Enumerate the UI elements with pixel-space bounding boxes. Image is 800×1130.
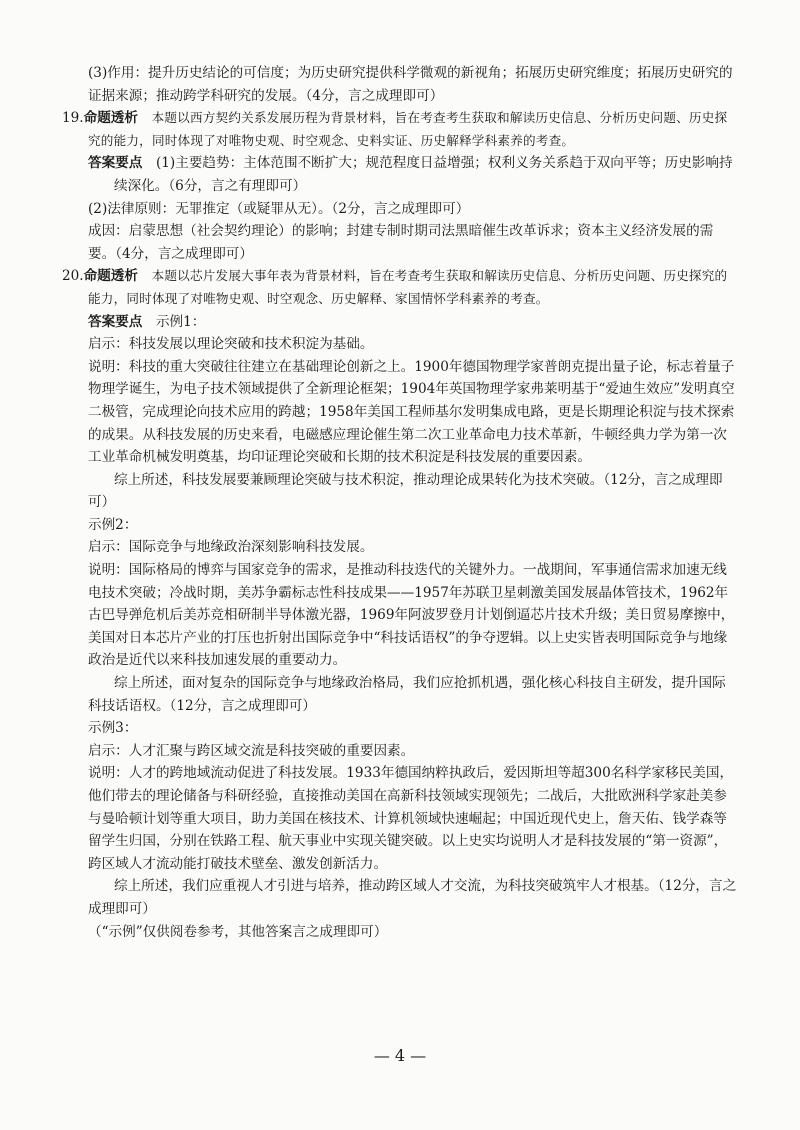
q20-example3-explanation: 说明：人才的跨地域流动促进了科技发展。1933年德国纳粹执政后，爱因斯坦等超300名科学家移民美国，他们带去的理论储备与科研经验，直接推动美国在高新科技领域实现领先；二战后，大批欧洲科学家赴美参与曼哈顿计划等重大项目，助力美国在核技术、计算机领域快速崛起；中国近现代史上，詹天佑、钱学森等留学生归国，分别在铁路工程、航天事业中实现关键突破。以上史实均说明人才是科技发展的“第一资源”，跨区域人才流动能打破技术壁垒、激发创新活力。 <box>88 765 734 872</box>
q19-answer-p1-text: (1)主要趋势：主体范围不断扩大；规范程度日益增强；权利义务关系趋于双向平等；历史影响持续深化。（6分，言之有理即可） <box>114 155 733 194</box>
q19-intent-label: 命题透析 <box>83 110 138 127</box>
q18-item3-line1: (3)作用：提升历史结论的可信度；为历史研究提供科学微观的新视角；拓展历史研究维度；拓展历史研究的 <box>88 65 733 81</box>
q20-example2-label: 示例2： <box>88 516 138 533</box>
q18-item3-line2: 证据来源；推动跨学科研究的发展。（4分，言之成理即可） <box>88 87 444 104</box>
q20-number: 20. <box>62 268 84 285</box>
q20-example3-summary: 综上所述，我们应重视人才引进与培养，推动跨区域人才交流，为科技突破筑牢人才根基。（12分，言之成理即可） <box>88 878 737 917</box>
q20-example1-explanation: 说明：科技的重大突破往往建立在基础理论创新之上。1900年德国物理学家普朗克提出量子论，标志着量子物理学诞生，为电子技术领域提供了全新理论框架；1904年英国物理学家弗莱明基于“爱迪生效应”发明真空二极管，完成理论向技术应用的跨越；1958年美国工程师基尔发明集成电路，更是长期理论积淀与技术探索的成果。从科技发展的历史来看，电磁感应理论催生第二次工业革命电力技术革新，牛顿经典力学为第一次工业革命机械发明奠基，均印证理论突破和长期的技术积淀是科技发展的重要因素。 <box>88 358 735 466</box>
q19-intent <box>62 107 738 152</box>
q19-answer-p3: 成因：启蒙思想（社会契约理论）的影响；封建专制时期司法黑暗催生改革诉求；资本主义经济发展的需要。（4分，言之成理即可） <box>88 223 714 262</box>
page-content <box>62 62 738 943</box>
page-number: — 4 — <box>373 1046 427 1065</box>
question-19 <box>62 107 738 265</box>
q19-answer-label: 答案要点 <box>88 155 143 172</box>
q20-example1-insight: 启示：科技发展以理论突破和技术积淀为基础。 <box>88 336 374 353</box>
q20-answer-header <box>62 311 738 334</box>
q20-example2-explanation: 说明：国际格局的博弈与国家竞争的需求，是推动科技迭代的关键外力。一战期间，军事通信需求加速无线电技术突破；冷战时期，美苏争霸标志性科技成果——1957年苏联卫星刺激美国发展晶体管技术，1962年古巴导弹危机后美苏竞相研制半导体激光器，1969年阿波罗登月计划倒逼芯片技术升级；美日贸易摩擦中，美国对日本芯片产业的打压也折射出国际竞争中“科技话语权”的争夺逻辑。以上史实皆表明国际竞争与地缘政治是近代以来科技加速发展的重要动力。 <box>88 562 735 669</box>
q20-example2-insight: 启示：国际竞争与地缘政治深刻影响科技发展。 <box>88 539 374 556</box>
q19-answer-p2: (2)法律原则：无罪推定（或疑罪从无）。（2分，言之成理即可） <box>88 200 470 217</box>
q20-intent-label: 命题透析 <box>83 268 138 285</box>
q19-answer-p1 <box>62 152 738 197</box>
q20-example2-summary: 综上所述，面对复杂的国际竞争与地缘政治格局，我们应抢抓机遇，强化核心科技自主研发，提升国际科技话语权。（12分，言之成理即可） <box>88 675 726 714</box>
q20-intent <box>62 265 738 310</box>
question-20 <box>62 265 738 943</box>
q19-number: 19. <box>62 110 84 127</box>
q20-intent-text: 本题以芯片发展大事年表为背景材料，旨在考查考生获取和解读历史信息、分析历史问题、历史探究的能力，同时体现了对唯物史观、时空观念、历史解释、家国情怀学科素养的考查。 <box>88 268 728 306</box>
q20-example3-insight: 启示：人才汇聚与跨区域交流是科技突破的重要因素。 <box>88 742 415 759</box>
q20-answer-label: 答案要点 <box>88 313 143 330</box>
q20-example3-label: 示例3： <box>88 720 138 737</box>
q20-example1-label: 示例1： <box>155 313 206 330</box>
q20-reference-note: （“示例”仅供阅卷参考，其他答案言之成理即可） <box>88 923 388 940</box>
q20-example1-summary: 综上所述，科技发展要兼顾理论突破与技术积淀，推动理论成果转化为技术突破。（12分，言之成理即可） <box>88 471 723 511</box>
q19-intent-text: 本题以西方契约关系发展历程为背景材料，旨在考查考生获取和解读历史信息、分析历史问题、历史探究的能力，同时体现了对唯物史观、时空观念、史料实证、历史解释学科素养的考查。 <box>88 110 728 148</box>
